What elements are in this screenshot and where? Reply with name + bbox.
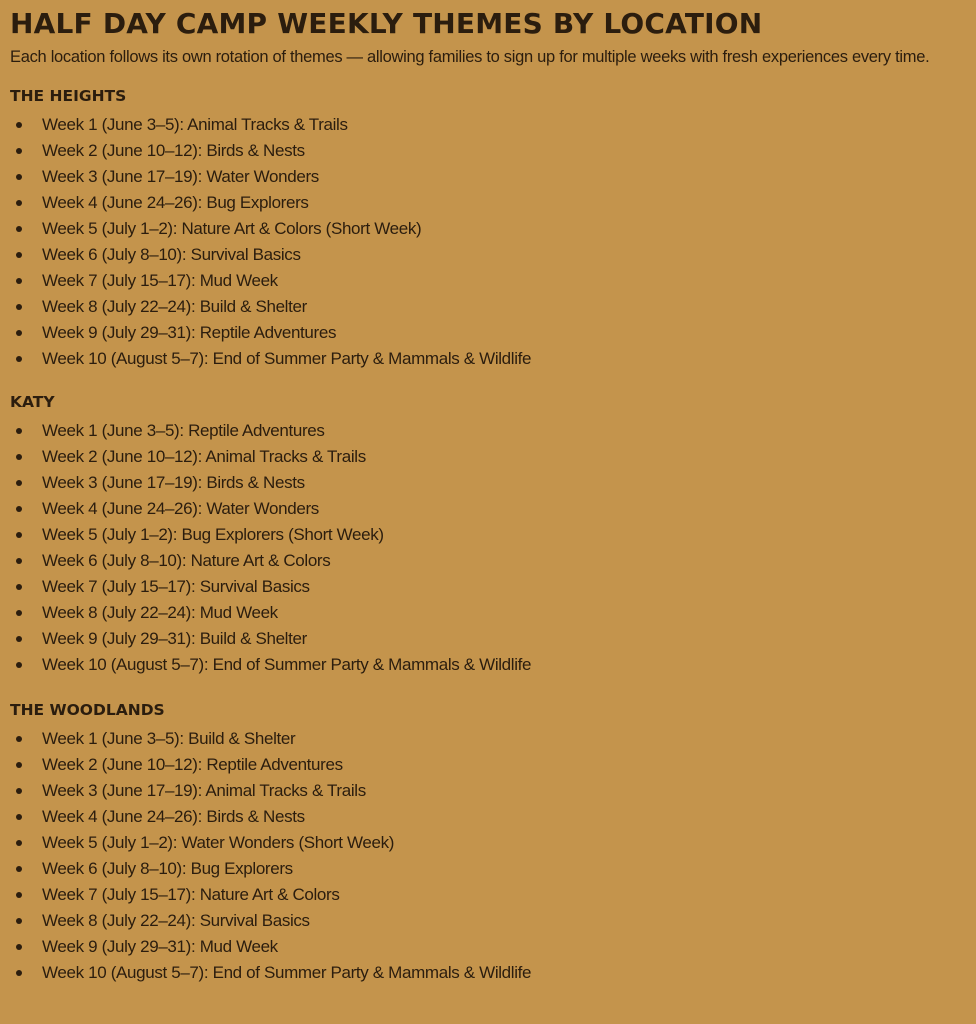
list-item <box>10 444 966 470</box>
bullet-icon <box>16 558 22 564</box>
week-text: Week 2 (June 10–12): Animal Tracks & Trails <box>42 447 366 466</box>
list-item <box>10 320 966 346</box>
week-text: Week 4 (June 24–26): Water Wonders <box>42 499 319 518</box>
page-subtitle: Each location follows its own rotation of themes — allowing families to sign up for multiple weeks with fresh experiences every time. <box>10 48 930 66</box>
bullet-icon <box>16 610 22 616</box>
bullet-icon <box>16 148 22 154</box>
list-item <box>10 574 966 600</box>
list-item <box>10 652 966 678</box>
list-item <box>10 778 966 804</box>
bullet-icon <box>16 662 22 668</box>
location-heading: THE WOODLANDS <box>10 701 165 719</box>
week-text: Week 9 (July 29–31): Reptile Adventures <box>42 323 337 342</box>
bullet-icon <box>16 480 22 486</box>
week-text: Week 10 (August 5–7): End of Summer Party & Mammals & Wildlife <box>42 963 532 982</box>
week-text: Week 4 (June 24–26): Birds & Nests <box>42 807 305 826</box>
week-text: Week 1 (June 3–5): Build & Shelter <box>42 729 296 748</box>
week-text: Week 9 (July 29–31): Mud Week <box>42 937 278 956</box>
bullet-icon <box>16 122 22 128</box>
bullet-icon <box>16 892 22 898</box>
list-item <box>10 522 966 548</box>
list-item <box>10 548 966 574</box>
list-item <box>10 626 966 652</box>
week-text: Week 6 (July 8–10): Bug Explorers <box>42 859 293 878</box>
week-list <box>10 112 966 372</box>
week-text: Week 7 (July 15–17): Nature Art & Colors <box>42 885 340 904</box>
bullet-icon <box>16 918 22 924</box>
list-item <box>10 294 966 320</box>
list-item <box>10 804 966 830</box>
bullet-icon <box>16 200 22 206</box>
week-text: Week 1 (June 3–5): Reptile Adventures <box>42 421 325 440</box>
list-item <box>10 856 966 882</box>
week-text: Week 6 (July 8–10): Survival Basics <box>42 245 301 264</box>
list-item <box>10 138 966 164</box>
list-item <box>10 268 966 294</box>
location-section-the-heights <box>10 86 966 372</box>
week-text: Week 1 (June 3–5): Animal Tracks & Trails <box>42 115 348 134</box>
list-item <box>10 752 966 778</box>
week-text: Week 7 (July 15–17): Survival Basics <box>42 577 310 596</box>
list-item <box>10 600 966 626</box>
week-text: Week 5 (July 1–2): Water Wonders (Short Week) <box>42 833 395 852</box>
week-text: Week 3 (June 17–19): Water Wonders <box>42 167 319 186</box>
bullet-icon <box>16 814 22 820</box>
week-list <box>10 418 966 678</box>
bullet-icon <box>16 428 22 434</box>
list-item <box>10 830 966 856</box>
page-title: HALF DAY CAMP WEEKLY THEMES BY LOCATION <box>10 7 763 40</box>
location-heading: KATY <box>10 393 55 411</box>
list-item <box>10 726 966 752</box>
bullet-icon <box>16 944 22 950</box>
week-text: Week 9 (July 29–31): Build & Shelter <box>42 629 307 648</box>
week-text: Week 6 (July 8–10): Nature Art & Colors <box>42 551 331 570</box>
list-item <box>10 216 966 242</box>
bullet-icon <box>16 278 22 284</box>
bullet-icon <box>16 866 22 872</box>
list-item <box>10 960 966 986</box>
bullet-icon <box>16 788 22 794</box>
list-item <box>10 908 966 934</box>
bullet-icon <box>16 762 22 768</box>
bullet-icon <box>16 506 22 512</box>
bullet-icon <box>16 736 22 742</box>
week-text: Week 7 (July 15–17): Mud Week <box>42 271 278 290</box>
location-heading: THE HEIGHTS <box>10 87 127 105</box>
bullet-icon <box>16 304 22 310</box>
location-section-katy <box>10 392 966 678</box>
bullet-icon <box>16 532 22 538</box>
bullet-icon <box>16 356 22 362</box>
week-text: Week 3 (June 17–19): Animal Tracks & Trails <box>42 781 366 800</box>
week-text: Week 2 (June 10–12): Reptile Adventures <box>42 755 343 774</box>
week-text: Week 5 (July 1–2): Nature Art & Colors (Short Week) <box>42 219 422 238</box>
list-item <box>10 346 966 372</box>
list-item <box>10 934 966 960</box>
week-text: Week 8 (July 22–24): Survival Basics <box>42 911 310 930</box>
list-item <box>10 112 966 138</box>
bullet-icon <box>16 970 22 976</box>
list-item <box>10 470 966 496</box>
bullet-icon <box>16 840 22 846</box>
week-list <box>10 726 966 986</box>
week-text: Week 2 (June 10–12): Birds & Nests <box>42 141 305 160</box>
bullet-icon <box>16 252 22 258</box>
bullet-icon <box>16 226 22 232</box>
week-text: Week 5 (July 1–2): Bug Explorers (Short Week) <box>42 525 384 544</box>
bullet-icon <box>16 330 22 336</box>
list-item <box>10 418 966 444</box>
list-item <box>10 190 966 216</box>
list-item <box>10 882 966 908</box>
list-item <box>10 496 966 522</box>
list-item <box>10 164 966 190</box>
list-item <box>10 242 966 268</box>
week-text: Week 10 (August 5–7): End of Summer Party & Mammals & Wildlife <box>42 349 532 368</box>
location-section-the-woodlands <box>10 700 966 986</box>
bullet-icon <box>16 454 22 460</box>
week-text: Week 3 (June 17–19): Birds & Nests <box>42 473 305 492</box>
bullet-icon <box>16 636 22 642</box>
bullet-icon <box>16 584 22 590</box>
week-text: Week 8 (July 22–24): Build & Shelter <box>42 297 307 316</box>
week-text: Week 4 (June 24–26): Bug Explorers <box>42 193 309 212</box>
week-text: Week 8 (July 22–24): Mud Week <box>42 603 278 622</box>
week-text: Week 10 (August 5–7): End of Summer Party & Mammals & Wildlife <box>42 655 532 674</box>
bullet-icon <box>16 174 22 180</box>
